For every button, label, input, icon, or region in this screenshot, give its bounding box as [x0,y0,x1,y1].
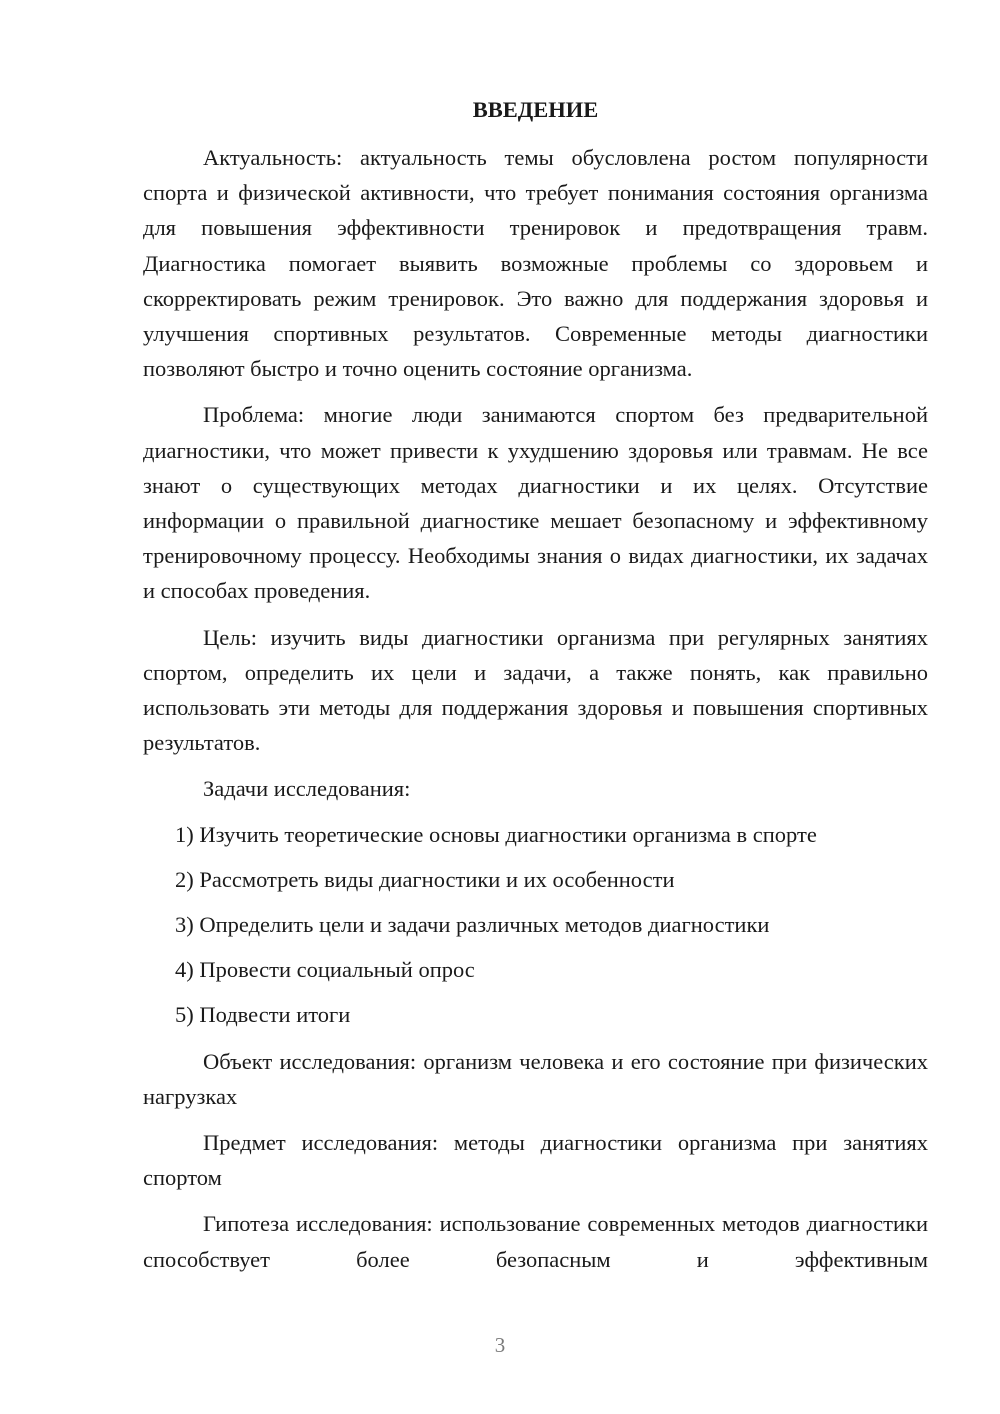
paragraph-object: Объект исследования: организм человека и его состояние при физических нагрузках [143,1048,928,1109]
list-item: 4) Провести социальный опрос [175,957,475,983]
paragraph-hypothesis: Гипотеза исследования: использование современных методов диагностики способствует более безопасным и эффективным [143,1211,928,1272]
paragraph-goal: Цель: изучить виды диагностики организма при регулярных занятиях спортом, определить их цели и задачи, а также понять, как правильно использовать эти методы для поддержания здоровья и повышения спортивных результатов. [143,624,928,756]
list-item: 1) Изучить теоретические основы диагностики организма в спорте [175,821,817,847]
paragraph-relevance: Актуальность: актуальность темы обусловлена ростом популярности спорта и физической активности, что требует понимания состояния организма для повышения эффективности тренировок и предотвращения травм. Диагностика помогает выявить возможные проблемы со здоровьем и скорректировать режим тренировок. Это важно для поддержания здоровья и улучшения спортивных результатов. Современные методы диагностики позволяют быстро и точно оценить состояние организма. [143,145,928,382]
page-title: ВВЕДЕНИЕ [472,97,599,122]
paragraph-problem: Проблема: многие люди занимаются спортом без предварительной диагностики, что может привести к ухудшению здоровья или травмам. Не все знают о существующих методах диагностики и их целях. Отсутствие информации о правильной диагностике мешает безопасному и эффективному тренировочному процессу. Необходимы знания о видах диагностики, их задачах и способах проведения. [143,402,928,604]
page-number: 3 [494,1333,506,1357]
list-item: 3) Определить цели и задачи различных методов диагностики [175,912,770,938]
page-content [143,92,928,1288]
list-item: 2) Рассмотреть виды диагностики и их особенности [175,866,675,892]
task-list [143,817,928,1033]
paragraph-subject: Предмет исследования: методы диагностики организма при занятиях спортом [143,1130,928,1191]
list-item: 5) Подвести итоги [175,1002,351,1028]
tasks-heading: Задачи исследования: [203,776,411,802]
